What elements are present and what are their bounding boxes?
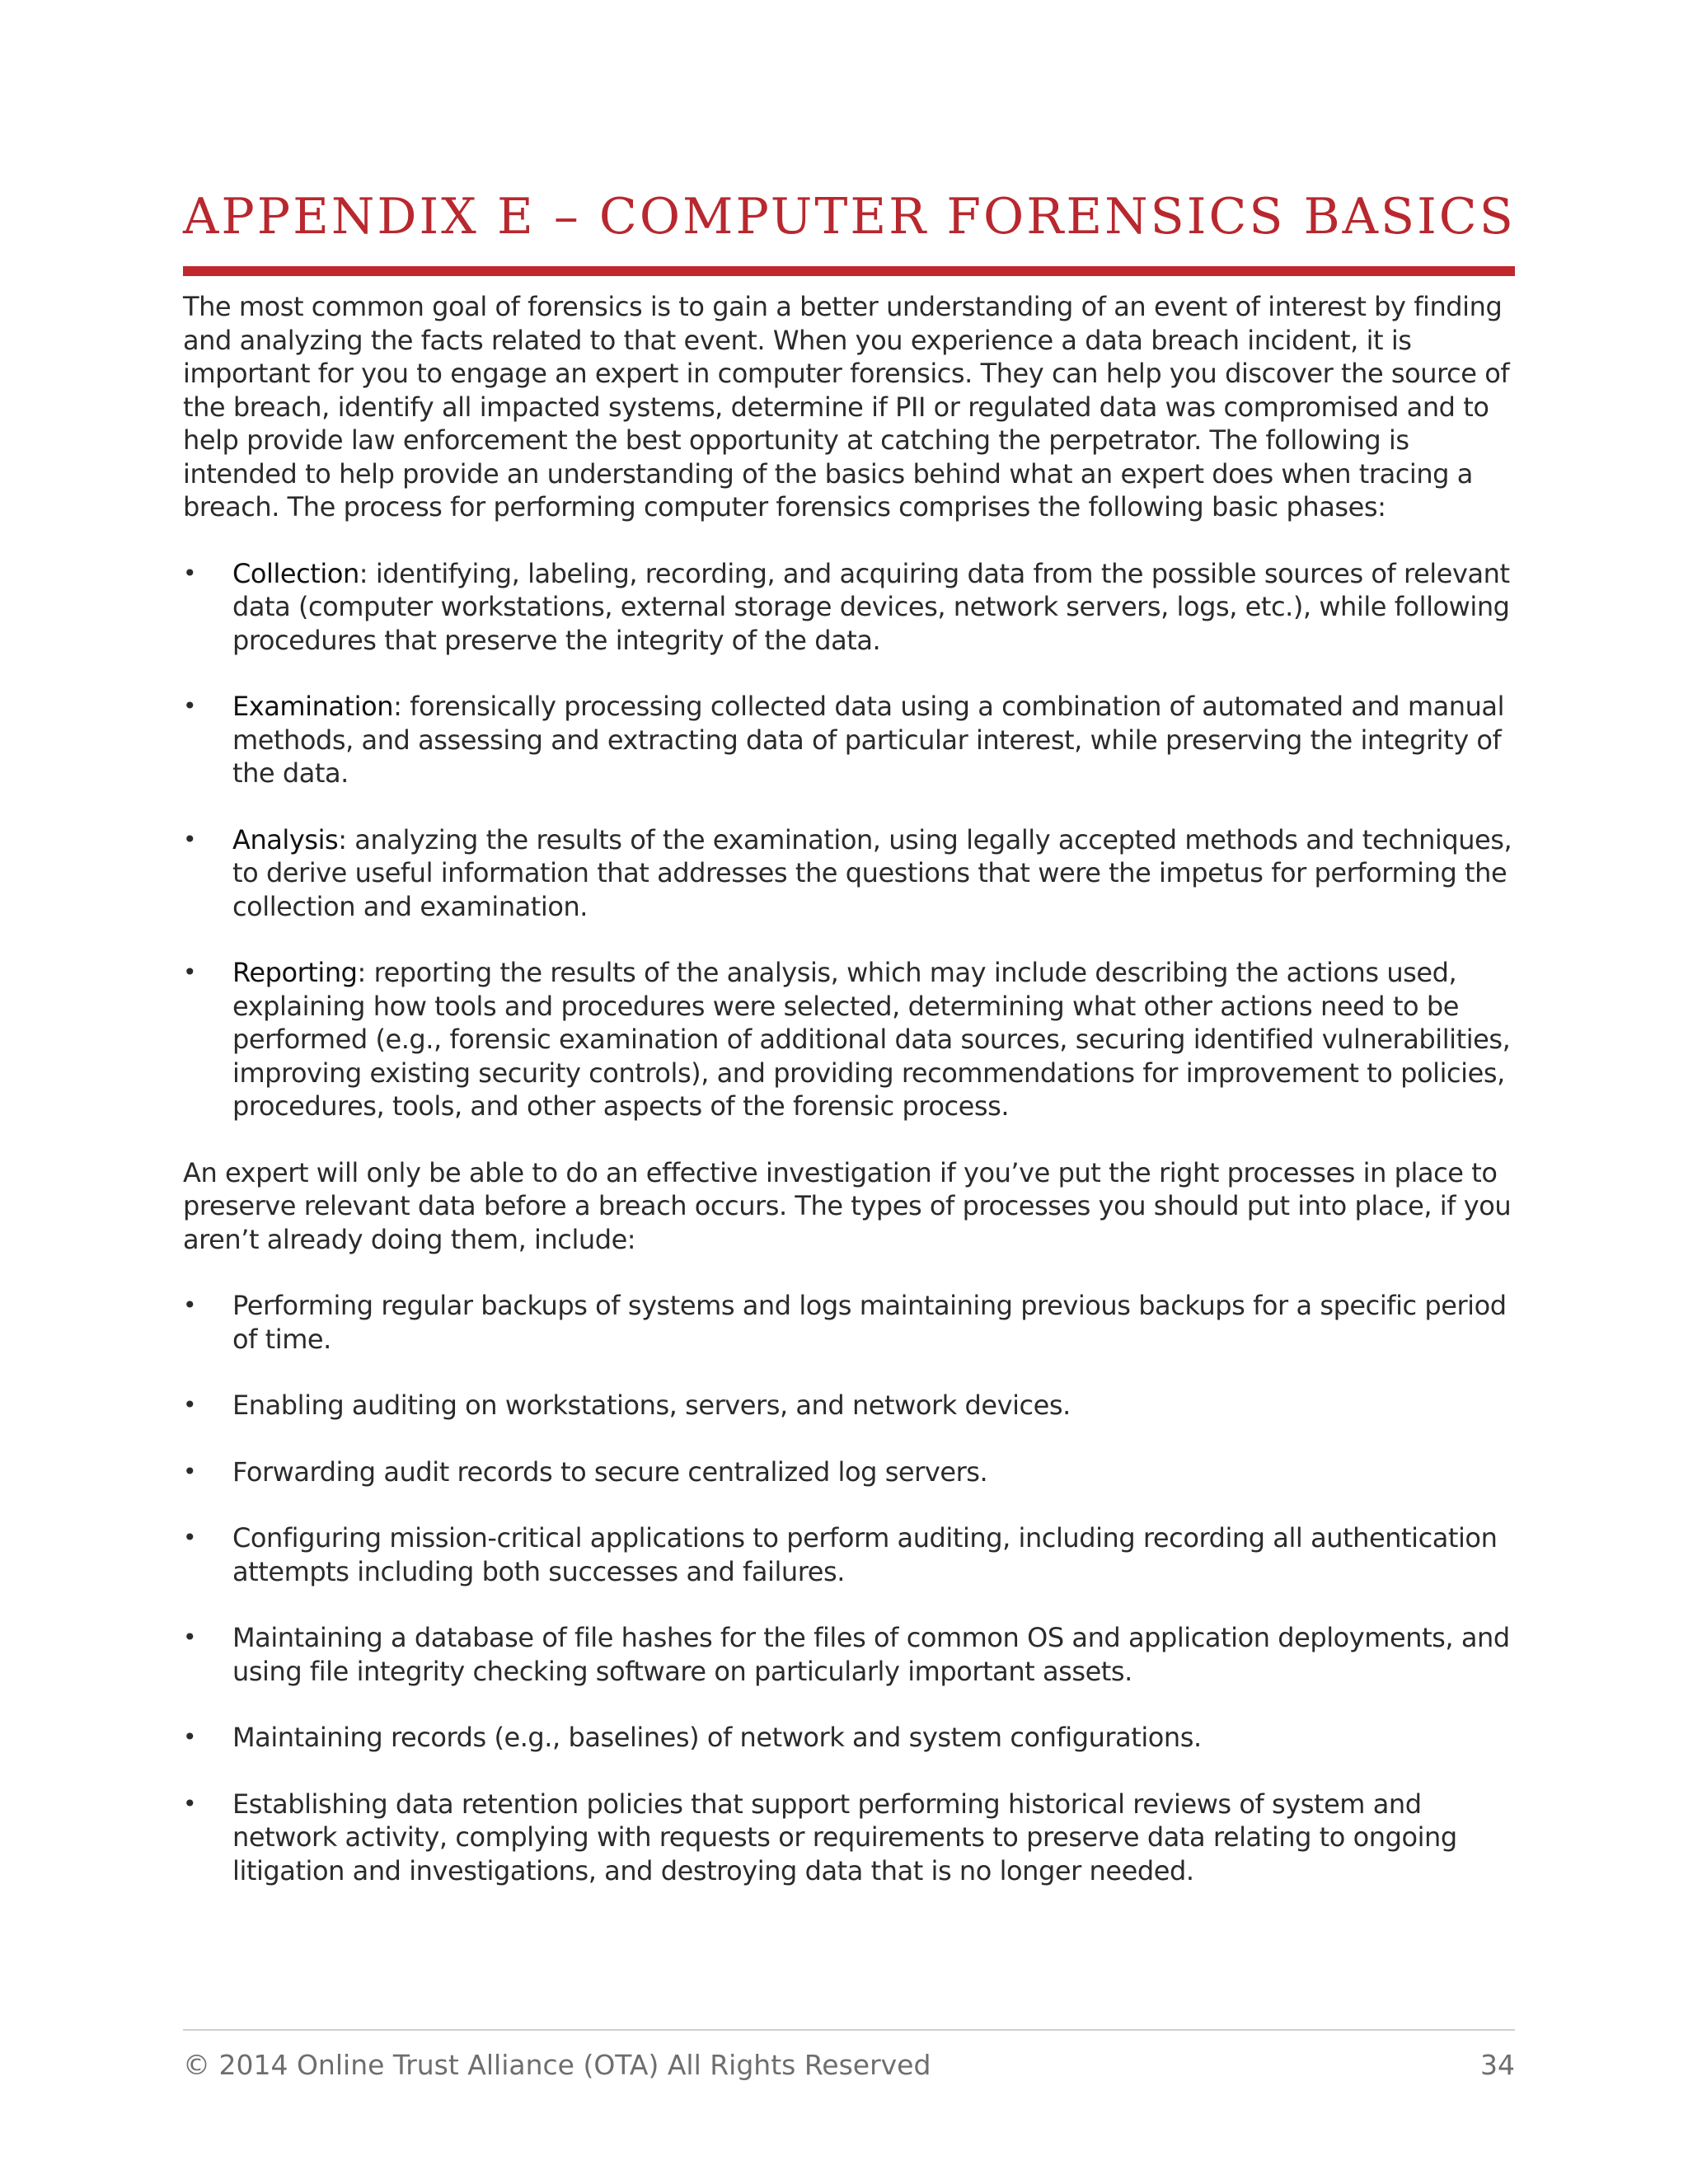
- phase-item: [183, 557, 1515, 658]
- phase-item: [183, 956, 1515, 1123]
- phase-description: : identifying, labeling, recording, and acquiring data from the possible sources of relevant data (computer workstations, external storage devices, network servers, logs, etc.), while following procedures that preserve the integrity of the data.: [232, 557, 1510, 656]
- bullet-icon: •: [183, 825, 197, 853]
- bullet-icon: •: [183, 1624, 197, 1651]
- process-text: Enabling auditing on workstations, servers, and network devices.: [232, 1390, 1071, 1421]
- document-body: [183, 290, 1515, 1920]
- process-item: [183, 1621, 1515, 1688]
- phases-list: [183, 557, 1515, 1123]
- bullet-icon: •: [183, 958, 197, 986]
- footer-copyright: © 2014 Online Trust Alliance (OTA) All Rights Reserved: [183, 2049, 931, 2081]
- bullet-icon: •: [183, 1789, 197, 1817]
- process-item: [183, 1389, 1515, 1422]
- phase-description: : forensically processing collected data using a combination of automated and manual methods, and assessing and extracting data of particular interest, while preserving the integrity of the data.: [232, 691, 1505, 789]
- process-text: Configuring mission-critical applications to perform auditing, including recording all authentication attempts including both successes and failures.: [232, 1522, 1498, 1587]
- process-text: Maintaining a database of file hashes for the files of common OS and application deployments, and using file integrity checking software on particularly important assets.: [232, 1622, 1510, 1687]
- phase-term: Analysis: [232, 823, 339, 855]
- processes-intro-paragraph: An expert will only be able to do an effective investigation if you’ve put the right processes in place to preserve relevant data before a breach occurs. The types of processes you should put into place, if you aren’t already doing them, include:: [183, 1156, 1512, 1255]
- bullet-icon: •: [183, 1524, 197, 1551]
- process-item: [183, 1788, 1515, 1888]
- title-underline: [183, 266, 1515, 276]
- bullet-icon: •: [183, 559, 197, 587]
- bullet-icon: •: [183, 1391, 197, 1418]
- page-number: 34: [1480, 2049, 1515, 2081]
- process-text: Performing regular backups of systems and logs maintaining previous backups for a specific period of time.: [232, 1290, 1507, 1355]
- processes-list: [183, 1289, 1515, 1887]
- process-text: Forwarding audit records to secure centralized log servers.: [232, 1455, 988, 1488]
- phase-term: Collection: [232, 557, 359, 589]
- phase-description: : reporting the results of the analysis, which may include describing the actions used, explaining how tools and procedures were selected, determining what other actions need to be performed (e.g., forensic examination of additional data sources, securing identified vulnerabilities, improving existing security controls), and providing recommendations for improvement to policies, procedures, tools, and other aspects of the forensic process.: [232, 957, 1511, 1122]
- phase-term: Reporting: [232, 957, 358, 988]
- process-item: [183, 1289, 1515, 1356]
- document-page: [183, 0, 1515, 2184]
- bullet-icon: •: [183, 1291, 197, 1319]
- bullet-icon: •: [183, 1723, 197, 1750]
- process-item: [183, 1521, 1515, 1588]
- phase-term: Examination: [232, 691, 394, 722]
- phase-item: [183, 690, 1515, 790]
- phase-description: : analyzing the results of the examination, using legally accepted methods and techniques, to derive useful information that addresses the questions that were the impetus for performing the collection and examination.: [232, 823, 1512, 922]
- footer-divider: [183, 2029, 1515, 2031]
- intro-paragraph: The most common goal of forensics is to gain a better understanding of an event of interest by finding and analyzing the facts related to that event. When you experience a data breach incident, it is important for you to engage an expert in computer forensics. They can help you discover the source of the breach, identify all impacted systems, determine if PII or regulated data was compromised and to help provide law enforcement the best opportunity at catching the perpetrator. The following is intended to help provide an understanding of the basics behind what an expert does when tracing a breach. The process for performing computer forensics comprises the following basic phases:: [183, 291, 1510, 523]
- process-text: Establishing data retention policies that support performing historical reviews of system and network activity, complying with requests or requirements to preserve data relating to ongoing litigation and investigations, and destroying data that is no longer needed.: [232, 1788, 1457, 1886]
- process-item: [183, 1455, 1515, 1489]
- page-title: APPENDIX E – COMPUTER FORENSICS BASICS: [183, 188, 1516, 246]
- process-item: [183, 1721, 1515, 1755]
- phase-item: [183, 823, 1515, 924]
- process-text: Maintaining records (e.g., baselines) of network and system configurations.: [232, 1722, 1202, 1753]
- bullet-icon: •: [183, 692, 197, 719]
- bullet-icon: •: [183, 1457, 197, 1485]
